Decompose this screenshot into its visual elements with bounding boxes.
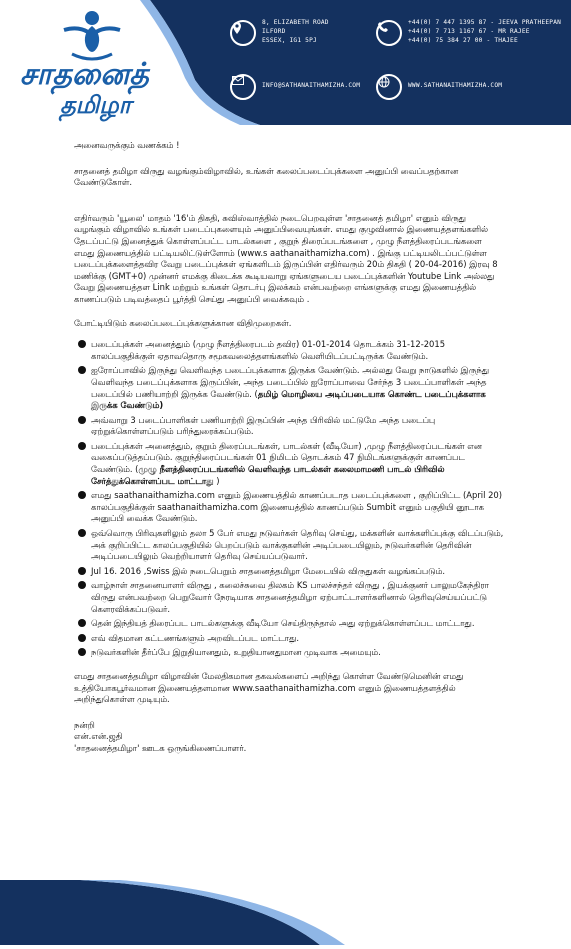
bullet-icon	[78, 416, 86, 424]
main-paragraph: எதிர்வரும் 'யூலை' மாதம் '16'ம் திகதி, சுவிஸ்வாத்தில் நடைபெறவுள்ள 'சாதனைத் தமிழா' எனும் விருது வழங்கும் விழாவில் உங்கள் படைப்புகளையும் அனுப்பிவையுங்கள். எமது குழுவினால் இணையத்தளங்களில் தேடப்பட்டு இனைத்துக் கொள்ளப்பட்ட பாடல்களை , குறுந் திரைப்படங்களை , முழு நீளத்திரைப்படங்களை எமது இணையத்தில் பட்டியலிட்டுள்ளோம் (www.s aathanaithamizha.com) . இங்கு பட்டியலிடப்பட்டுள்ள படைப்புக்களைத்தவிர வேறு படைப்புக்கள் ஏங்களிடம் இருப்பின் எதிர்வரும் 20ம் திகதி ( 20-04-2016) இரவு 8 மணிக்கு (GMT+0) முன்னர் எமக்கு கிடைக்க கூடியவாறு ஏங்களுடைய படைப்புக்களின் Youtube Link அல்லது வேறு இணையத்தள Link மற்றும் உங்கள் தொடர்பு இலக்கம் என்பவற்றை எங்களுக்கு எமது இணையத்தில் காணப்படும் படிவத்தைப் பூர்த்தி செய்து அனுப்பி வைக்கவும் .	[74, 212, 498, 304]
logo-text-line1: சாதனைத்	[20, 57, 149, 92]
globe-icon	[376, 74, 402, 100]
dancer-logo-icon	[52, 8, 132, 63]
bullet-icon	[78, 581, 86, 589]
rule-text: படைப்புக்கள் அனைத்தும் (முழு நீளத்திரைபடம் தவிர) 01-01-2014 தொடக்கம் 31-12-2015 காலப்பகுதிக்குள் ஏதாவதொரு சமூகவலைத்தளங்களில் வெளியிடப்பட்டிருக்க வேண்டும்.	[91, 339, 446, 361]
phone-line[interactable]: +44(0) 7 713 1167 67 - MR RAJEE	[408, 28, 530, 35]
logo-text-line2: தமிழா	[60, 90, 132, 119]
rule-text: எவ் விதமான கட்டணங்களும் அறவிடப்பட மாட்டாது.	[91, 632, 300, 643]
rule-bold-text: தமிழ் மொழியை அடிப்படையாக கொண்ட படைப்புக்களாக இருக்க வேண்டும்)	[91, 388, 486, 411]
address-line: ESSEX, IG1 5PJ	[262, 37, 317, 44]
signoff-title: 'சாதனைத்தமிழா' ஊடக ஒருங்கிணைப்பாளர்.	[74, 742, 247, 753]
rule-item	[74, 339, 504, 362]
rules-heading: போட்டியிடும் கலைப்படைப்புக்களுக்கான விதிமுறைகள்.	[74, 317, 292, 328]
logo	[12, 8, 177, 118]
email-link[interactable]: INFO@SATHANAITHAMIZHA.COM	[262, 82, 361, 89]
rule-bold-text: முழு நீளத்திரைப்படங்களில் வெளிவந்த பாடல்கள் கலைமாமணி பாடல் பிரிவில் சேர்த்துக்கொள்ளப்பட மாட்டாது	[91, 464, 445, 486]
address-block	[262, 18, 329, 45]
bullet-icon	[78, 366, 86, 374]
website-link[interactable]: WWW.SATHANAITHAMIZHA.COM	[408, 82, 503, 89]
closing-paragraph: எமது சாதனைத்தமிழா விழாவின் மேலதிகமான தகவல்களைப் அறிந்து கொள்ள வேண்டுமெனின் எமது உத்தியோகபூர்வமான இணையத்தளமான www.saathanaithamizha.com எனும் இணையத்தளத்தில் அறிந்துகொள்ள முடியும்.	[74, 670, 464, 705]
rule-text: Jul 16. 2016 ,Swiss இல் நடைபெறும் சாதனைத்தமிழா மேடையில் விருதுகள் வழங்கப்படும்.	[91, 565, 445, 576]
phone-line[interactable]: +44(0) 7 447 1395 87 - JEEVA PRATHEEPAN	[408, 19, 562, 26]
footer-background	[0, 880, 571, 945]
rule-text: படைப்புக்கள் அனைத்தும், குறும் திரைப்படங்கள், பாடல்கள் (வீடியோ) ,முழு நீளத்திரைப்படங்கள் என வகைப்படுத்தப்படும். குறுந்திரைப்படங்கள் 01 நிமிடம் தொடக்கம் 47 நிமிடங்களுக்குள் காணப்பட வேண்டும். (	[91, 440, 482, 475]
rule-text-after: )	[213, 475, 220, 486]
bullet-icon	[78, 529, 86, 537]
email-icon	[230, 74, 256, 100]
signoff-thanks: நன்றி	[74, 719, 95, 730]
phone-line[interactable]: +44(0) 75 384 27 00 - THAJEE	[408, 37, 518, 44]
rule-item	[74, 566, 504, 578]
greeting: அனைவருக்கும் வணக்கம் !	[74, 140, 180, 150]
rule-item	[74, 633, 504, 645]
rule-item	[74, 415, 504, 438]
letterhead-footer	[0, 880, 571, 945]
rule-text: வாழ்நாள் சாதனையாளர் விருது , கலைச்சுவை திலகம் KS பாலச்சந்தர் விருது , இயக்குனர் பாலுமகேந்திரா விருது என்பவற்றை பெறுவோர் நேரடியாக சாதனைத்தமிழா ஏற்பாட்டாளர்களினால் தெரிவுசெய்யப்பட்டு கௌரவிக்கப்படுவர்.	[91, 580, 489, 614]
rule-text: தென் இந்தியத் திரைப்பட பாடல்களுக்கு வீடியோ செய்திருந்தால் அது ஏற்றுக்கொள்ளப்பட மாட்டாது.	[91, 618, 475, 629]
location-pin-icon	[230, 20, 256, 46]
rule-text: எமது saathanaithamizha.com எனும் இணையத்தில் காணப்படாத படைப்புக்களை , குறிப்பிட்ட (April 20) காலப்பகுதிக்குள் saathanaithamizha.com இணையத்தில் காணப்படும் Sumbit எனும் பகுதியி னூடாக அனுப்பி வைக்க வேண்டும்.	[91, 490, 503, 524]
letterhead-header	[0, 0, 571, 125]
letter-body	[74, 140, 504, 755]
rule-item	[74, 441, 504, 487]
address-line: 8, ELIZABETH ROAD	[262, 19, 329, 26]
rule-text: அவ்வாறு 3 படைப்பாளிகள் பணியாற்றி இருப்பின் அந்த பிரிவில் மட்டுமே அந்த படைப்பு ஏற்றுக்கொள்ளப்படும் பரிந்துரைக்கப்படும்.	[91, 414, 436, 437]
rule-item	[74, 528, 504, 563]
rule-item	[74, 580, 504, 615]
bullet-icon	[78, 648, 86, 656]
bullet-icon	[78, 634, 86, 642]
bullet-icon	[78, 442, 86, 450]
rule-item	[74, 618, 504, 630]
address-line: ILFORD	[262, 28, 286, 35]
rule-item	[74, 365, 504, 411]
rule-text: நடுவர்களின் தீர்ப்பே இறுதியானதும், உறுதியானதுமான முடிவாக அமையும்.	[91, 647, 381, 658]
rule-item	[74, 647, 504, 659]
phone-icon	[376, 20, 402, 46]
rule-item	[74, 490, 504, 525]
bullet-icon	[78, 340, 86, 348]
phone-block	[408, 18, 561, 45]
bullet-icon	[78, 619, 86, 627]
rule-text: ஐரோப்பாவில் இருந்து வெளிவந்த படைப்புக்களாக இருக்க வேண்டும். அல்லது வேறு நாடுகளில் இருந்து வெளிவந்த படைப்புக்களாக இருப்பின், அந்த படைப்பில் ஐரோப்பாவை சேர்ந்த 3 படைப்பாளிகள் அந்த படைப்பில் பணியாற்றி இருக்க வேண்டும். (	[91, 365, 490, 399]
rules-list	[74, 339, 504, 659]
intro-paragraph: சாதனைத் தமிழா விருது வழங்கும்விழாவில், உங்கள் கலைப்படைப்புக்களை அனுப்பி வைப்பதற்கான வேண்டுகோள்.	[74, 165, 459, 188]
rule-text: ஒவ்வொரு பிரிவுகளிலும் தலா 5 பேர் எமது நடுவர்கள் தெரிவு செய்து, மக்களின் வாக்களிப்புக்கு விடப்படும், அக் குறிப்பிட்ட காலப்பகுதியில் பெறப்படும் வாக்குகளின் அடிப்படையிலும், நடுவர்களின் தெரிவின் அடிப்படையிலும் வெற்றியாளர் தெரிவு செய்யப்படுவார்.	[91, 528, 504, 562]
bullet-icon	[78, 567, 86, 575]
signoff-name: என்.என்.ஜதி	[74, 731, 123, 742]
bullet-icon	[78, 491, 86, 499]
